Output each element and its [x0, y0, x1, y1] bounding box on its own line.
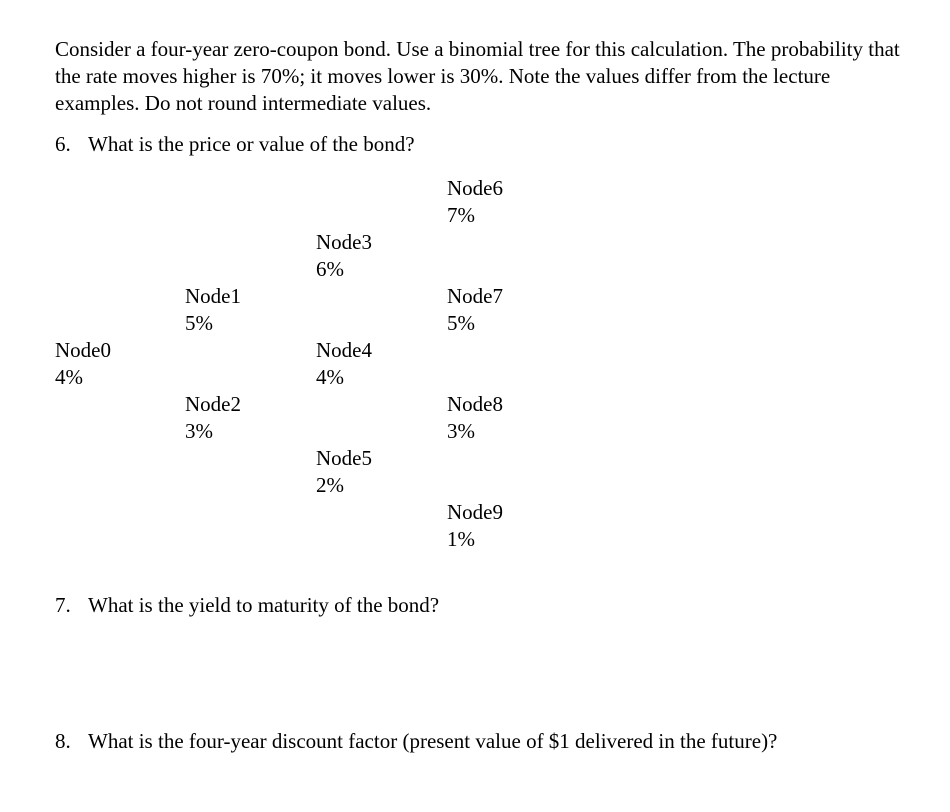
node-rate: 6%: [316, 257, 344, 281]
question-text: What is the four-year discount factor (present value of $1 delivered in the future)?: [88, 729, 778, 753]
question-text: What is the price or value of the bond?: [88, 132, 415, 156]
question-number: 8.: [55, 729, 71, 753]
node-rate: 5%: [447, 311, 475, 335]
node-label: Node9: [447, 500, 503, 524]
question-7: [55, 592, 439, 619]
tree-node-9: [447, 499, 503, 553]
node-label: Node6: [447, 176, 503, 200]
node-rate: 7%: [447, 203, 475, 227]
question-8: [55, 728, 777, 755]
tree-node-5: [316, 445, 372, 499]
question-number: 7.: [55, 593, 71, 617]
node-label: Node1: [185, 284, 241, 308]
node-rate: 4%: [55, 365, 83, 389]
tree-node-8: [447, 391, 503, 445]
node-rate: 3%: [447, 419, 475, 443]
node-label: Node0: [55, 338, 111, 362]
question-text: What is the yield to maturity of the bond?: [88, 593, 440, 617]
node-label: Node2: [185, 392, 241, 416]
node-label: Node8: [447, 392, 503, 416]
node-rate: 4%: [316, 365, 344, 389]
node-rate: 1%: [447, 527, 475, 551]
problem-intro: Consider a four-year zero-coupon bond. Use a binomial tree for this calculation. The probability that the rate moves higher is 70%; it moves lower is 30%. Note the values differ from the lecture examples. Do not round intermediate values.: [55, 37, 900, 115]
node-label: Node7: [447, 284, 503, 308]
node-rate: 2%: [316, 473, 344, 497]
tree-node-7: [447, 283, 503, 337]
tree-node-4: [316, 337, 372, 391]
tree-node-6: [447, 175, 503, 229]
node-label: Node5: [316, 446, 372, 470]
question-number: 6.: [55, 132, 71, 156]
tree-node-0: [55, 337, 111, 391]
node-rate: 3%: [185, 419, 213, 443]
tree-node-3: [316, 229, 372, 283]
question-6: [55, 131, 415, 158]
tree-node-2: [185, 391, 241, 445]
node-label: Node3: [316, 230, 372, 254]
node-label: Node4: [316, 338, 372, 362]
node-rate: 5%: [185, 311, 213, 335]
tree-node-1: [185, 283, 241, 337]
